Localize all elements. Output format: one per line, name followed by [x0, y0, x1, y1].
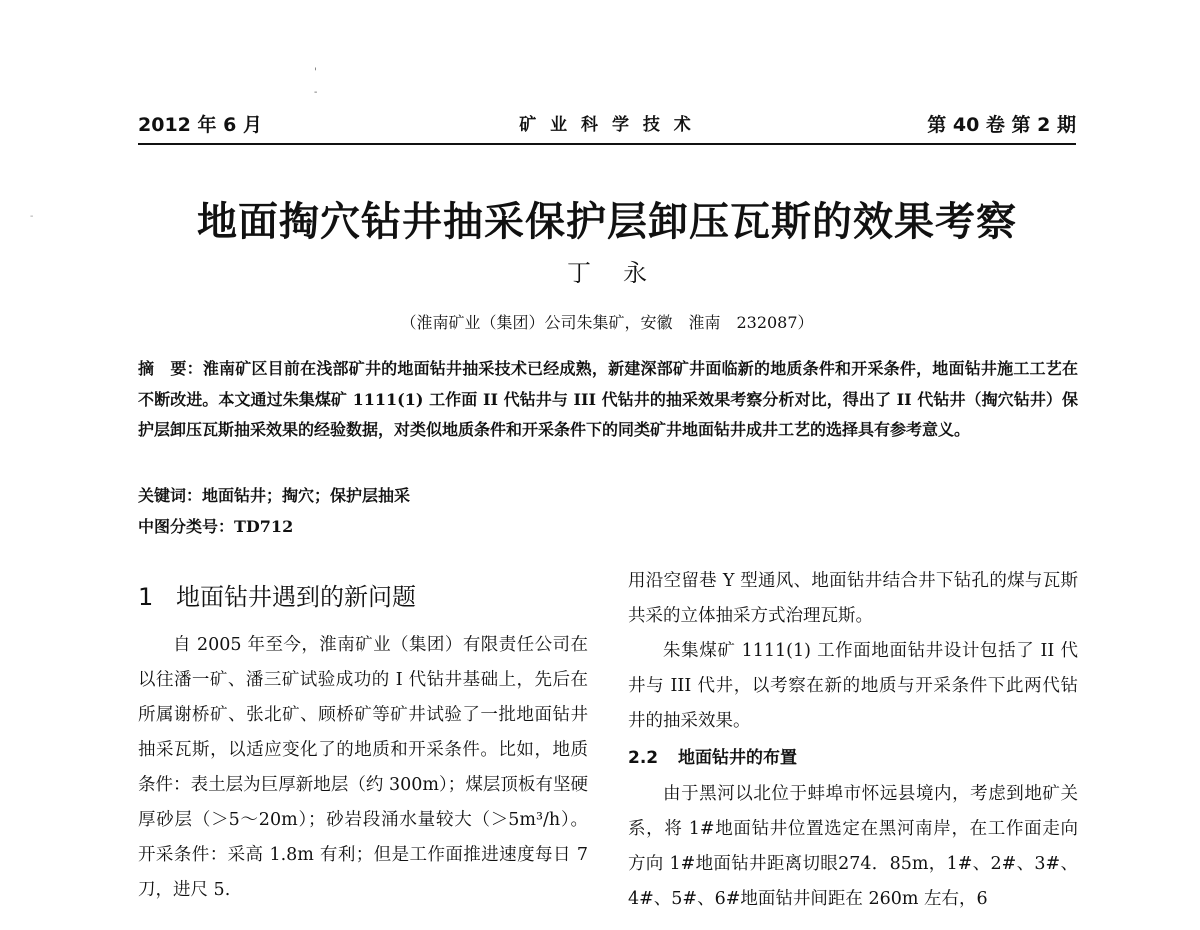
paper-title: 地面掏穴钻井抽采保护层卸压瓦斯的效果考察	[197, 199, 1017, 245]
subsection-title: 地面钻井的布置	[678, 748, 797, 768]
header-journal: 矿 业 科 学 技 术	[519, 115, 695, 135]
body-paragraph: 由于黑河以北位于蚌埠市怀远县境内，考虑到地矿关系，将 1#地面钻井位置选定在黑河南岸，在工作面走向方向 1#地面钻井距离切眼274．85m，1#、2#、3#、4#、5#、6#地面钻井间距在 260m 左右，6	[628, 784, 1078, 909]
author: 丁永	[567, 259, 679, 287]
classification-text: TD712	[234, 517, 294, 536]
classification	[138, 514, 1078, 540]
subsection-heading	[628, 741, 1078, 775]
section-title: 地面钻井遇到的新问题	[176, 583, 416, 611]
scan-mark: -	[30, 211, 34, 222]
classification-label: 中图分类号：	[138, 517, 235, 536]
abstract-text: 淮南矿区目前在浅部矿井的地面钻井抽采技术已经成熟，新建深部矿井面临新的地质条件和开采条件，地面钻井施工工艺在不断改进。本文通过朱集煤矿 1111(1) 工作面 II 代钻井与 III 代钻井的抽采效果考察分析对比，得出了 II 代钻井（掏穴钻井）保护层卸压瓦斯抽采效果的经验数据，对类似地质条件和开采条件下的同类矿井地面钻井成井工艺的选择具有参考意义。	[138, 359, 1078, 439]
keywords-text: 地面钻井；掏穴；保护层抽采	[202, 486, 411, 505]
keywords	[138, 483, 1078, 509]
scan-mark: '	[314, 67, 317, 78]
keywords-label: 关键词：	[138, 486, 203, 505]
section-number: 1	[138, 583, 154, 611]
abstract	[138, 354, 1078, 446]
right-column	[628, 564, 1078, 917]
affiliation: （淮南矿业（集团）公司朱集矿，安徽 淮南 232087）	[400, 313, 814, 332]
header-rule	[138, 143, 1076, 145]
section-heading	[138, 576, 588, 618]
header-volume-issue: 第 40 卷 第 2 期	[927, 114, 1076, 136]
scan-mark: -	[314, 87, 318, 98]
body-paragraph: 用沿空留巷 Y 型通风、地面钻井结合井下钻孔的煤与瓦斯共采的立体抽采方式治理瓦斯。	[628, 571, 1078, 626]
left-column	[138, 564, 588, 908]
header-date: 2012 年 6 月	[138, 114, 262, 136]
abstract-label: 摘 要：	[138, 359, 203, 378]
subsection-number: 2.2	[628, 748, 659, 768]
body-paragraph: 朱集煤矿 1111(1) 工作面地面钻井设计包括了 II 代井与 III 代井，以考察在新的地质与开采条件下此两代钻井的抽采效果。	[628, 641, 1078, 731]
body-paragraph: 自 2005 年至今，淮南矿业（集团）有限责任公司在以往潘一矿、潘三矿试验成功的 I 代钻井基础上，先后在所属谢桥矿、张北矿、顾桥矿等矿井试验了一批地面钻井抽采瓦斯，以适应变化了的地质和开采条件。比如，地质条件：表土层为巨厚新地层（约 300m）；煤层顶板有坚硬厚砂层（＞5～20m）；砂岩段涌水量较大（＞5m³/h）。开采条件：采高 1.8m 有利；但是工作面推进速度每日 7 刀，进尺 5.	[138, 635, 588, 900]
running-header	[138, 112, 1076, 142]
